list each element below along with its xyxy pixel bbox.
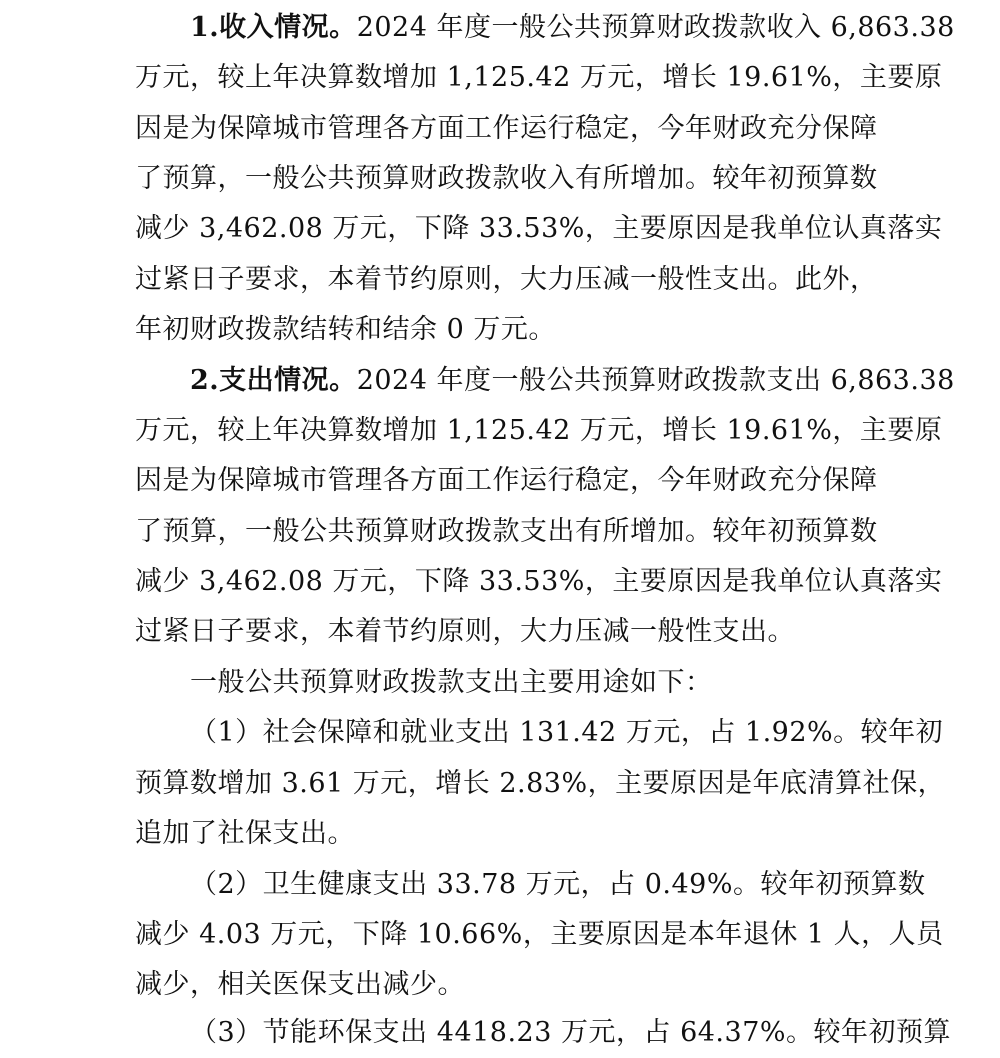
item-2-line-2: 减少 4.03 万元，下降 10.66%，主要原因是本年退休 1 人，人员 [135,919,944,950]
item-2-line-1: （2）卫生健康支出 33.78 万元，占 0.49%。较年初预算数 [190,869,926,900]
item-1-line-2: 预算数增加 3.61 万元，增长 2.83%，主要原因是年底清算社保， [135,768,946,799]
expense-heading: 2.支出情况。 [190,365,357,396]
paragraph-income-line-7: 年初财政拨款结转和结余 0 万元。 [135,314,556,345]
item-2-line-3: 减少，相关医保支出减少。 [135,969,465,1000]
paragraph-expense-line-1 [190,356,955,406]
paragraph-income-line-1 [190,3,955,53]
paragraph-expense-line-3: 因是为保障城市管理各方面工作运行稳定，今年财政充分保障 [135,465,878,496]
paragraph-usage-intro: 一般公共预算财政拨款支出主要用途如下： [190,667,713,698]
paragraph-expense-line-4: 了预算，一般公共预算财政拨款支出有所增加。较年初预算数 [135,516,878,547]
paragraph-income-line-3: 因是为保障城市管理各方面工作运行稳定，今年财政充分保障 [135,113,878,144]
item-1-line-1: （1）社会保障和就业支出 131.42 万元，占 1.92%。较年初 [190,717,944,748]
paragraph-expense-line-5: 减少 3,462.08 万元，下降 33.53%，主要原因是我单位认真落实 [135,566,943,597]
paragraph-income-line-5: 减少 3,462.08 万元，下降 33.53%，主要原因是我单位认真落实 [135,213,943,244]
income-heading: 1.收入情况。 [190,12,357,43]
item-1-line-3: 追加了社保支出。 [135,818,355,849]
expense-text: 2024 年度一般公共预算财政拨款支出 6,863.38 [356,365,955,396]
paragraph-income-line-4: 了预算，一般公共预算财政拨款收入有所增加。较年初预算数 [135,163,878,194]
paragraph-income-line-6: 过紧日子要求，本着节约原则，大力压减一般性支出。此外， [135,264,878,295]
paragraph-income-line-2: 万元，较上年决算数增加 1,125.42 万元，增长 19.61%，主要原 [135,62,943,93]
paragraph-expense-line-6: 过紧日子要求，本着节约原则，大力压减一般性支出。 [135,616,795,647]
income-text: 2024 年度一般公共预算财政拨款收入 6,863.38 [356,12,955,43]
item-3-line-1: （3）节能环保支出 4418.23 万元，占 64.37%。较年初预算 [190,1017,952,1048]
paragraph-expense-line-2: 万元，较上年决算数增加 1,125.42 万元，增长 19.61%，主要原 [135,415,943,446]
